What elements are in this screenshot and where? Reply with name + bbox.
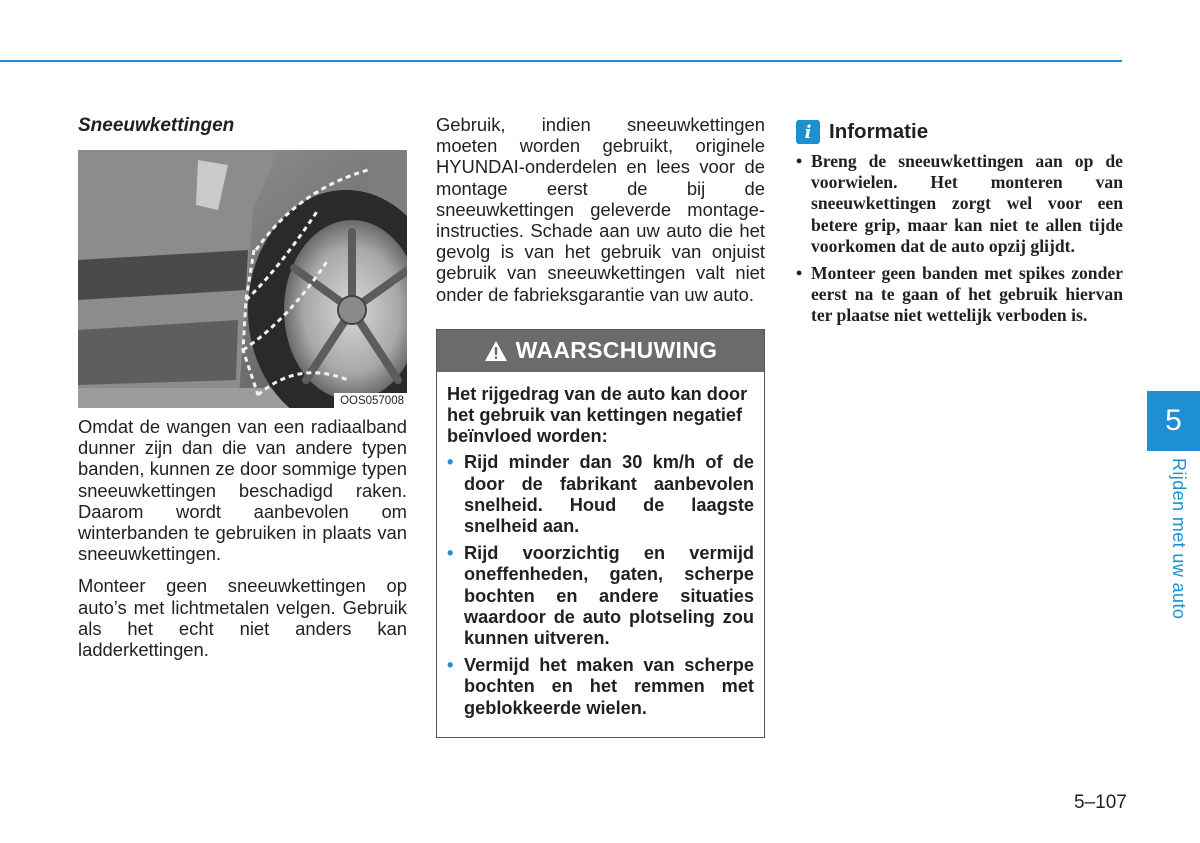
section-title: Sneeuwkettingen [78, 115, 235, 136]
middle-column [436, 110, 765, 738]
info-list [796, 151, 1123, 327]
info-title: Informatie [829, 120, 929, 143]
warning-body [437, 372, 764, 737]
warning-item [447, 655, 754, 719]
info-item-text: Monteer geen banden met spikes zonder eerst na te gaan of het gebruik hiervan ter plaatse niet wettelijk verboden is. [811, 263, 1123, 326]
right-column [796, 110, 1123, 333]
photo-code: OOS057008 [334, 393, 407, 408]
info-item [796, 263, 1123, 327]
bullet-icon: • [447, 452, 454, 473]
warning-title: WAARSCHUWING [515, 337, 718, 364]
warning-box [436, 329, 765, 738]
snow-chain-photo [78, 150, 407, 408]
warning-item [447, 452, 754, 537]
page-number: 5–107 [1074, 792, 1127, 813]
warning-triangle-icon [484, 340, 508, 362]
warning-item-text: Rijd voorzichtig en vermijd oneffenheden, gaten, scherpe bochten en andere situaties waardoor de auto plotseling zou kunnen uitveren. [464, 543, 754, 649]
paragraph-original-parts: Gebruik, indien sneeuwkettingen moeten worden gebruikt, originele HYUNDAI-onderdelen en lees voor de montage eerst de bij de sneeuwkettingen geleverde montage-instructies. Schade aan uw auto die het gevolg is van het gebruik van onjuist gebruik van sneeuwkettingen valt niet onder de fabrieksgarantie van uw auto. [436, 114, 765, 305]
warning-item-text: Vermijd het maken van scherpe bochten en het remmen met geblokkeerde wielen. [464, 655, 754, 718]
chapter-tab: 5 [1147, 391, 1200, 451]
warning-header [437, 330, 764, 372]
bullet-icon: • [796, 263, 803, 284]
top-rule [0, 60, 1122, 62]
bullet-icon: • [447, 655, 454, 676]
left-column [78, 110, 407, 671]
info-header [796, 120, 1123, 144]
warning-item [447, 543, 754, 649]
warning-item-text: Rijd minder dan 30 km/h of de door de fabrikant aanbevolen snelheid. Houd de laagste snelheid aan. [464, 452, 754, 537]
info-icon: i [796, 120, 820, 144]
paragraph-radial-tire: Omdat de wangen van een radiaalband dunner zijn dan die van andere typen banden, kunnen ze door sommige typen sneeuwkettingen beschadigd raken. Daarom wordt aanbevolen om winterbanden te gebruiken in plaats van sneeuwkettingen. [78, 416, 407, 565]
info-item-text: Breng de sneeuwkettingen aan op de voorwielen. Het monteren van sneeuwkettingen zorgt wel voor een betere grip, maar kan niet te allen tijde voorkomen dat de auto opzij glijdt. [811, 151, 1123, 256]
chapter-title: Rijden met uw auto [1169, 458, 1189, 620]
warning-list [447, 452, 754, 718]
tire-snow-chain-photo [78, 150, 407, 408]
warning-intro: Het rijgedrag van de auto kan door het gebruik van kettingen negatief beïnvloed worden: [447, 383, 748, 447]
bullet-icon: • [796, 151, 803, 171]
info-item [796, 151, 1123, 257]
paragraph-alloy-wheels: Monteer geen sneeuwkettingen op auto’s met lichtmetalen velgen. Gebruik als het echt niet anders kan ladderkettingen. [78, 575, 407, 661]
bullet-icon: • [447, 543, 454, 564]
